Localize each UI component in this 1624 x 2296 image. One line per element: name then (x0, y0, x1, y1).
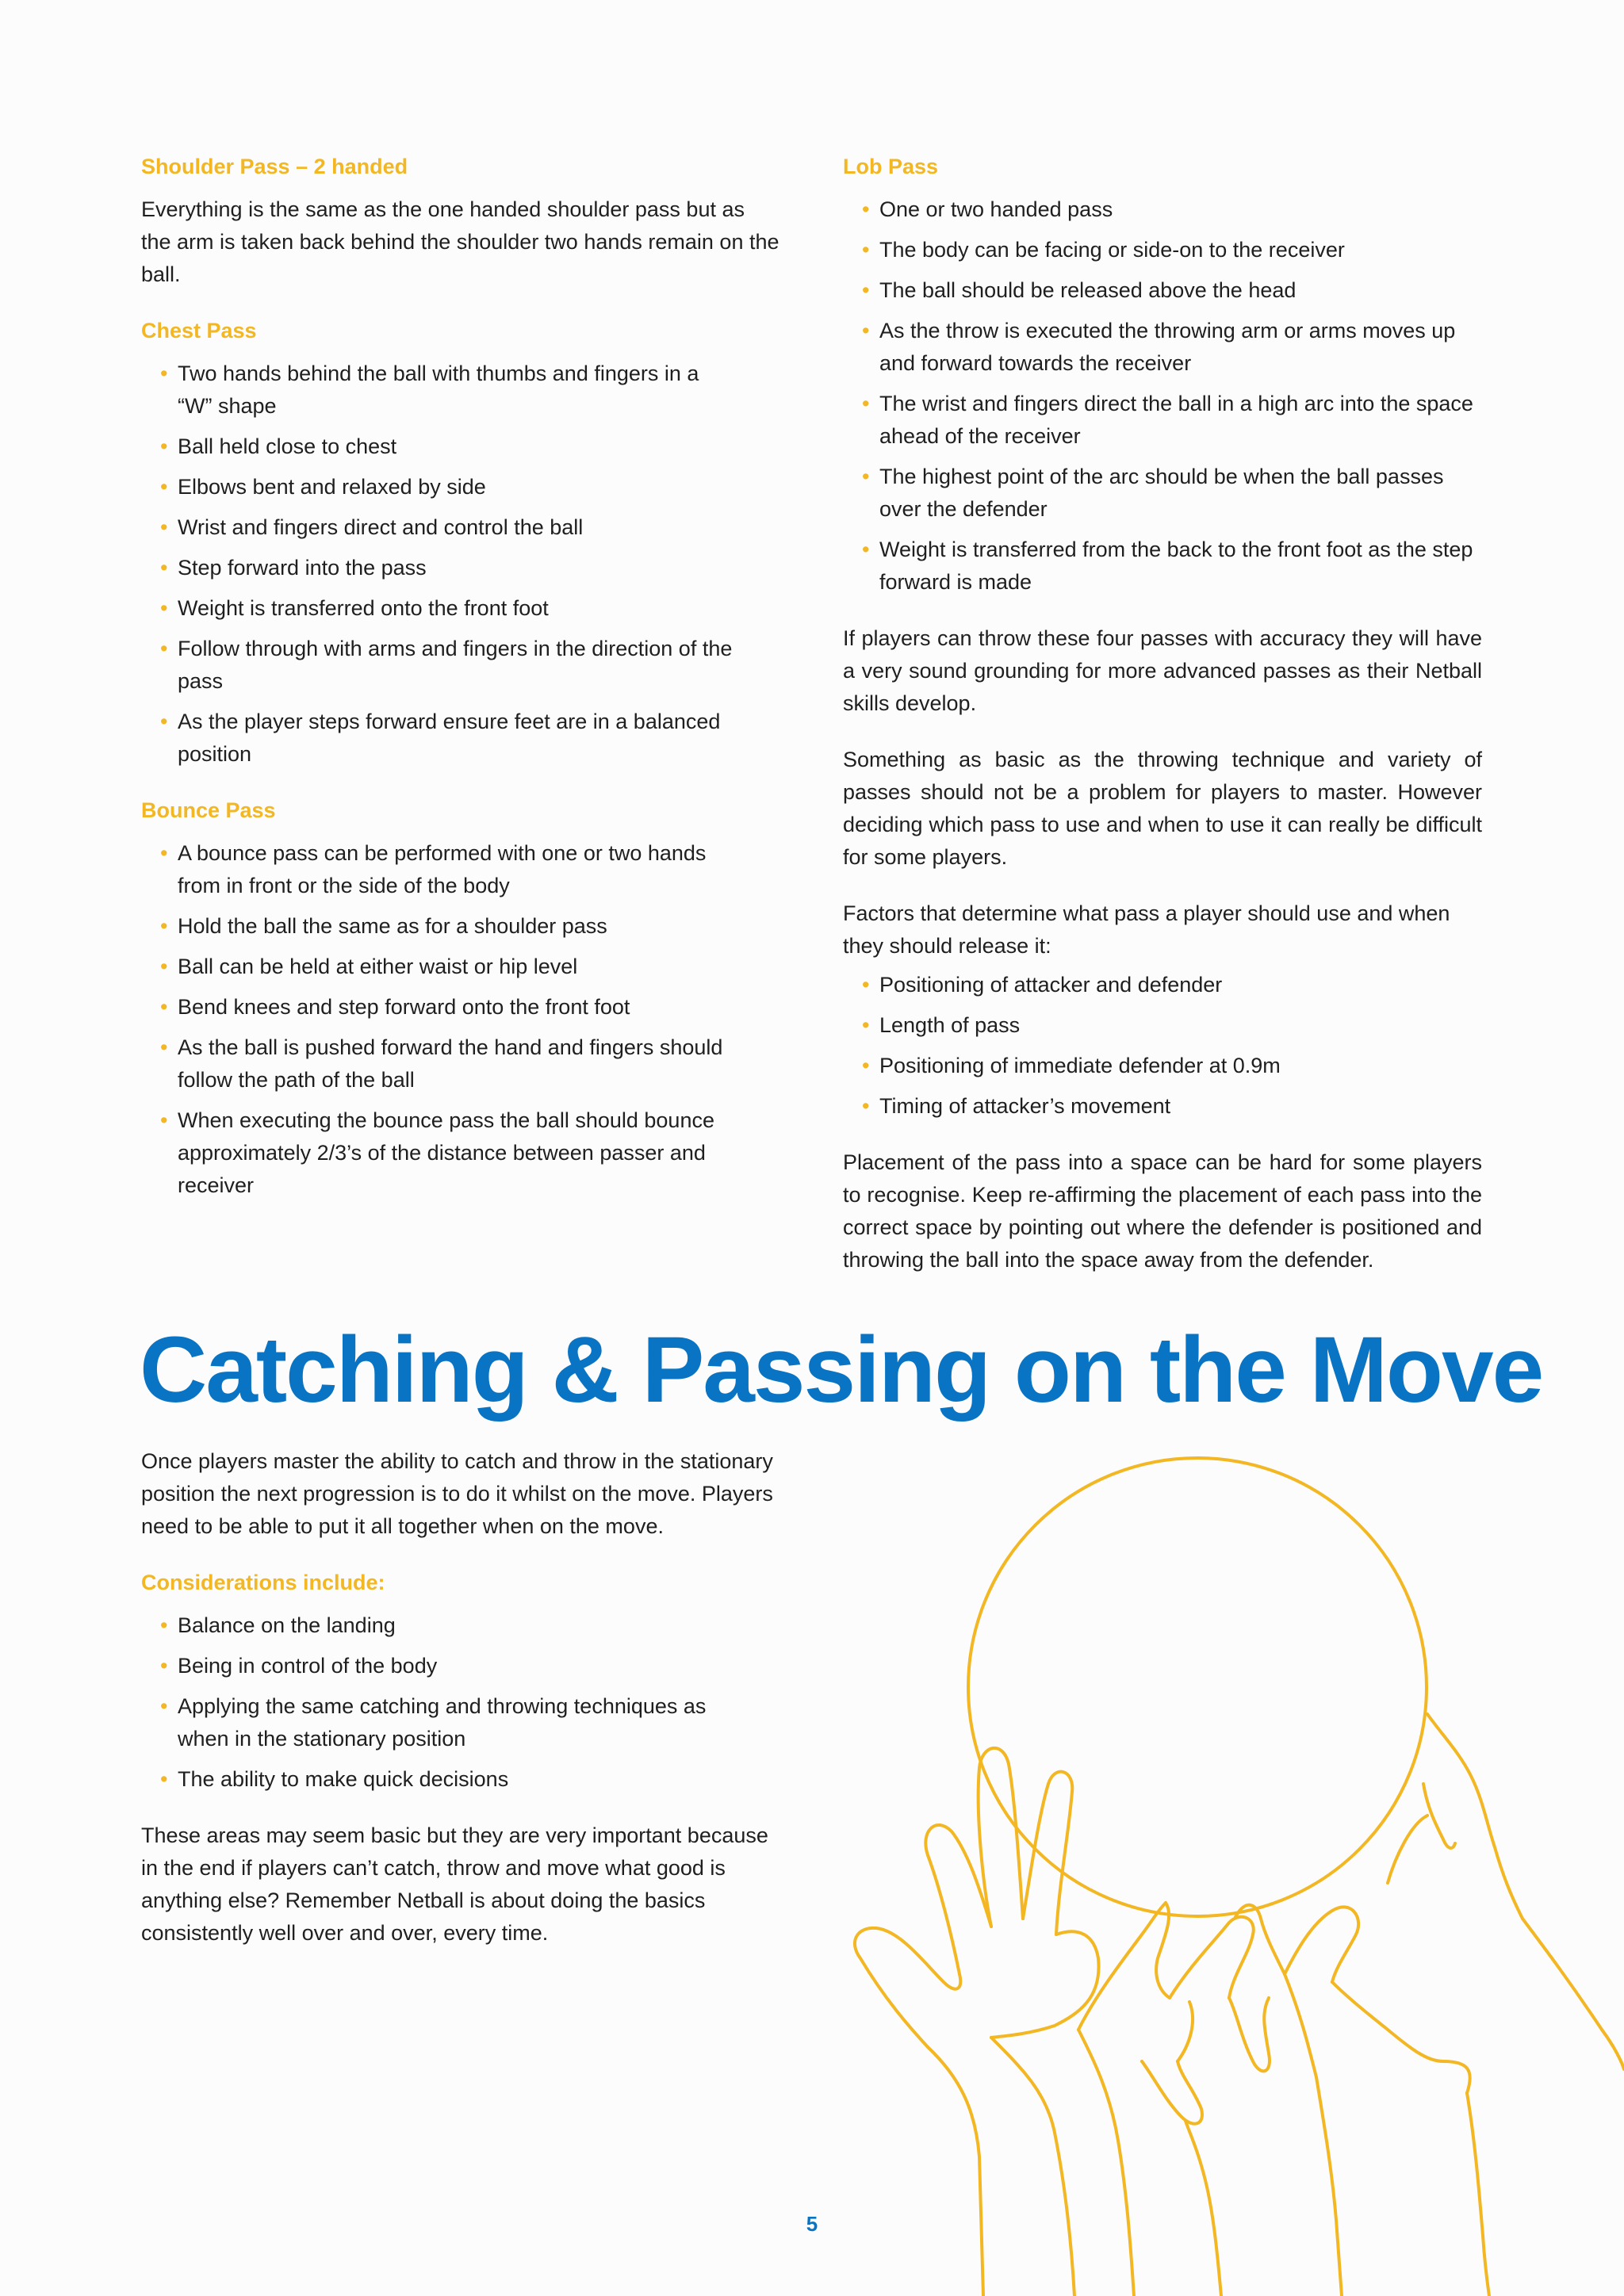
list-item: • Timing of attacker’s movement (879, 1090, 1482, 1123)
ball-icon (968, 1458, 1427, 1916)
section-title: Catching & Passing on the Move (140, 1318, 1543, 1422)
factors-intro: Factors that determine what pass a player should use and when they should release it: (843, 901, 1450, 958)
lob-pass-list (843, 193, 1482, 599)
list-item: • As the throw is executed the throwing arm or arms moves up and forward towards the receiver (879, 315, 1482, 380)
list-item: • Bend knees and step forward onto the front foot (178, 991, 749, 1024)
page-number: 5 (806, 2212, 818, 2236)
list-item: • The body can be facing or side-on to the receiver (879, 234, 1482, 266)
considerations-heading: Considerations include: (141, 1571, 385, 1594)
list-item: • Positioning of attacker and defender (879, 969, 1482, 1001)
bounce-pass-heading: Bounce Pass (141, 798, 276, 822)
list-item: • Length of pass (879, 1009, 1482, 1042)
left-column (141, 151, 780, 1226)
list-item: • Being in control of the body (178, 1650, 733, 1682)
list-item: • Wrist and fingers direct and control the ball (178, 511, 733, 544)
list-item: • When executing the bounce pass the ball should bounce approximately 2/3’s of the distance between passer and receiver (178, 1104, 749, 1202)
list-item: • Ball held close to chest (178, 430, 733, 463)
list-item: • Follow through with arms and fingers in the direction of the pass (178, 633, 733, 698)
list-item: • Step forward into the pass (178, 552, 733, 584)
list-item: • The ability to make quick decisions (178, 1763, 733, 1796)
list-item: • As the player steps forward ensure feet are in a balanced position (178, 706, 733, 771)
closing-paragraph: These areas may seem basic but they are very important because in the end if players can’t catch, throw and move what good is anything else? Remember Netball is about doing the basics consistently well over and over, every time. (141, 1823, 768, 1945)
list-item: • Hold the ball the same as for a shoulder pass (178, 910, 749, 943)
list-item: • One or two handed pass (879, 193, 1482, 226)
bounce-pass-list (141, 837, 780, 1202)
list-item: • Balance on the landing (178, 1609, 733, 1642)
hands-catching-ball-illustration (841, 1443, 1624, 2296)
list-item: • Weight is transferred from the back to the front foot as the step forward is made (879, 534, 1482, 599)
list-item: • Weight is transferred onto the front foot (178, 592, 733, 625)
list-item: • The highest point of the arc should be when the ball passes over the defender (879, 461, 1482, 526)
shoulder-pass-heading: Shoulder Pass – 2 handed (141, 155, 408, 178)
moving-intro: Once players master the ability to catch and throw in the stationary position the next progression is to do it whilst on the move. Players need to be able to put it all together when on the move. (141, 1449, 773, 1538)
list-item: • A bounce pass can be performed with one or two hands from in front or the side of the body (178, 837, 749, 902)
factors-list (843, 969, 1482, 1123)
four-passes-paragraph: If players can throw these four passes with accuracy they will have a very sound grounding for more advanced passes as their Netball skills develop. (843, 626, 1482, 715)
placement-paragraph: Placement of the pass into a space can be hard for some players to recognise. Keep re-affirming the placement of each pass into the correct space by pointing out where the defender is positioned and throwing the ball into the space away from the defender. (843, 1150, 1482, 1272)
list-item: • Elbows bent and relaxed by side (178, 471, 733, 503)
shoulder-pass-text: Everything is the same as the one handed shoulder pass but as the arm is taken back behind the shoulder two hands remain on the ball. (141, 197, 779, 286)
chest-pass-heading: Chest Pass (141, 319, 257, 342)
right-column (843, 151, 1482, 1300)
list-item: • As the ball is pushed forward the hand and fingers should follow the path of the ball (178, 1031, 749, 1096)
list-item: • Applying the same catching and throwing techniques as when in the stationary position (178, 1690, 733, 1755)
lob-pass-heading: Lob Pass (843, 155, 939, 178)
throwing-technique-paragraph: Something as basic as the throwing technique and variety of passes should not be a problem for players to master. However deciding which pass to use and when to use it can really be difficult for some players. (843, 748, 1482, 869)
list-item: • The wrist and fingers direct the ball in a high arc into the space ahead of the receiver (879, 388, 1482, 453)
list-item: • The ball should be released above the head (879, 274, 1482, 307)
list-item: • Ball can be held at either waist or hip level (178, 951, 749, 983)
list-item: • Two hands behind the ball with thumbs and fingers in a “W” shape (178, 358, 733, 423)
list-item: • Positioning of immediate defender at 0.9m (879, 1050, 1482, 1082)
chest-pass-list (141, 358, 780, 771)
moving-section (141, 1445, 780, 1973)
considerations-list (141, 1609, 780, 1796)
